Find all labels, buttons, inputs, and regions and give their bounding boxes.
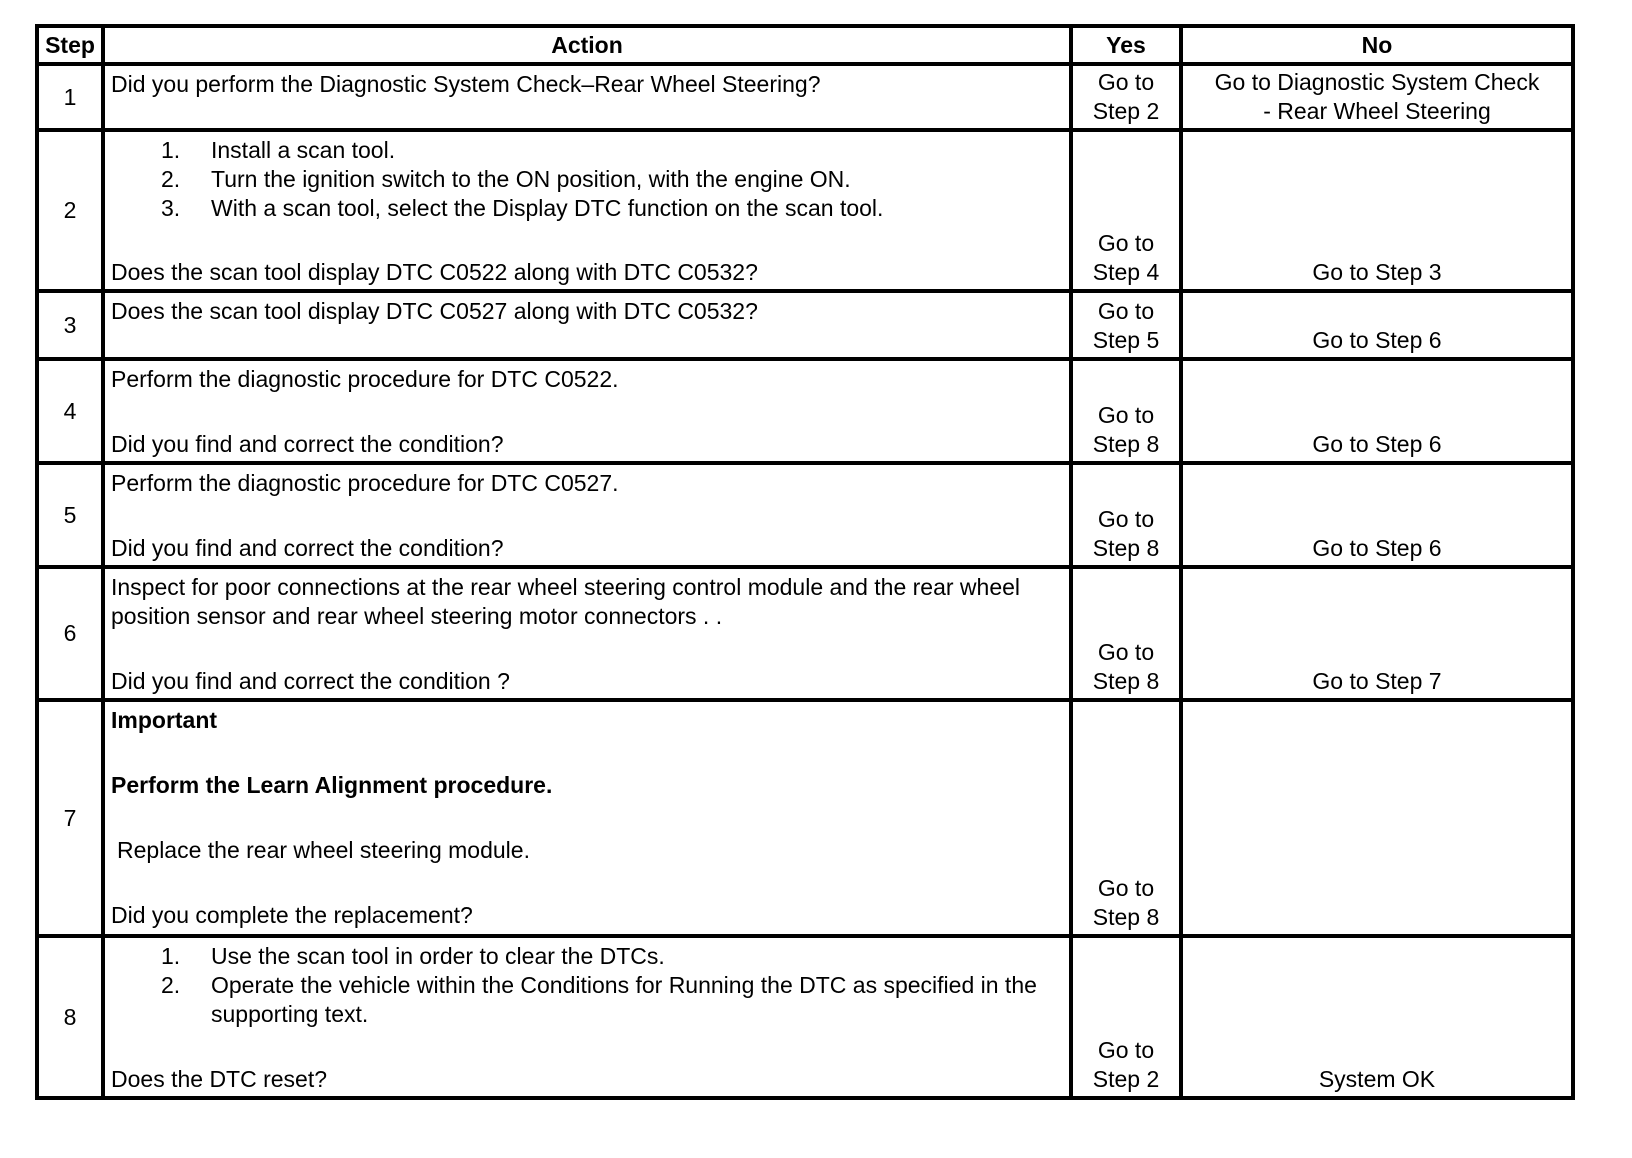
action-cell bbox=[103, 130, 1071, 291]
yes-line: Go to bbox=[1097, 639, 1155, 665]
yes-cell bbox=[1071, 567, 1181, 700]
important-text: Perform the Learn Alignment procedure. bbox=[111, 772, 553, 798]
yes-cell bbox=[1071, 936, 1181, 1098]
yes-line: Go to bbox=[1097, 230, 1155, 256]
substep-number: 1. bbox=[161, 943, 181, 969]
step-number: 8 bbox=[37, 936, 103, 1098]
step-number: 7 bbox=[37, 700, 103, 936]
important-label: Important bbox=[111, 707, 218, 733]
action-instruction: Inspect for poor connections at the rear wheel steering control module and the rear wheel position sensor and rear wheel steering motor connectors . . bbox=[111, 574, 1021, 629]
action-question: Does the scan tool display DTC C0522 along with DTC C0532? bbox=[111, 259, 758, 285]
action-question: Did you find and correct the condition ? bbox=[111, 668, 510, 694]
step-number: 1 bbox=[37, 64, 103, 130]
no-cell bbox=[1181, 463, 1573, 567]
substep-list bbox=[111, 136, 1063, 223]
yes-line: Step 8 bbox=[1092, 535, 1160, 561]
diagnostic-table bbox=[35, 24, 1575, 1100]
yes-line: Go to bbox=[1097, 875, 1155, 901]
yes-cell bbox=[1071, 291, 1181, 359]
no-cell bbox=[1181, 700, 1573, 936]
substep-text: Operate the vehicle within the Conditions for Running the DTC as specified in the supporting text. bbox=[211, 972, 1037, 1027]
action-cell bbox=[103, 463, 1071, 567]
list-item bbox=[161, 942, 1063, 971]
substep-number: 3. bbox=[161, 195, 181, 221]
yes-line: Step 5 bbox=[1092, 327, 1160, 353]
header-no: No bbox=[1181, 26, 1573, 64]
no-cell bbox=[1181, 567, 1573, 700]
step-number: 5 bbox=[37, 463, 103, 567]
yes-line: Go to bbox=[1097, 298, 1155, 324]
yes-line: Step 8 bbox=[1092, 431, 1160, 457]
table-row bbox=[37, 567, 1573, 700]
list-item bbox=[161, 194, 1063, 223]
yes-line: Go to bbox=[1097, 1037, 1155, 1063]
yes-line: Go to bbox=[1097, 402, 1155, 428]
header-step: Step bbox=[37, 26, 103, 64]
action-instruction: Replace the rear wheel steering module. bbox=[117, 837, 530, 863]
table-row bbox=[37, 359, 1573, 463]
substep-text: With a scan tool, select the Display DTC function on the scan tool. bbox=[211, 195, 884, 221]
action-instruction: Perform the diagnostic procedure for DTC C0527. bbox=[111, 470, 619, 496]
no-line: Go to Step 6 bbox=[1312, 535, 1442, 561]
table-row bbox=[37, 936, 1573, 1098]
yes-cell bbox=[1071, 359, 1181, 463]
yes-cell bbox=[1071, 64, 1181, 130]
action-cell bbox=[103, 700, 1071, 936]
action-question: Did you find and correct the condition? bbox=[111, 535, 504, 561]
no-line: Go to Step 7 bbox=[1312, 668, 1442, 694]
action-cell bbox=[103, 567, 1071, 700]
table-row bbox=[37, 700, 1573, 936]
table-row bbox=[37, 291, 1573, 359]
yes-line: Go to bbox=[1097, 506, 1155, 532]
action-question: Did you perform the Diagnostic System Check–Rear Wheel Steering? bbox=[111, 71, 821, 97]
yes-cell bbox=[1071, 700, 1181, 936]
action-instruction: Perform the diagnostic procedure for DTC C0522. bbox=[111, 366, 619, 392]
table-row bbox=[37, 463, 1573, 567]
no-line: Go to Step 3 bbox=[1312, 259, 1442, 285]
header-row bbox=[37, 26, 1573, 64]
header-action: Action bbox=[103, 26, 1071, 64]
action-question: Did you find and correct the condition? bbox=[111, 431, 504, 457]
yes-line: Step 2 bbox=[1092, 1066, 1160, 1092]
table-row bbox=[37, 64, 1573, 130]
yes-line: Go to bbox=[1097, 69, 1155, 95]
no-line: System OK bbox=[1318, 1066, 1436, 1092]
no-cell bbox=[1181, 291, 1573, 359]
yes-cell bbox=[1071, 463, 1181, 567]
yes-line: Step 8 bbox=[1092, 904, 1160, 930]
substep-number: 2. bbox=[161, 972, 181, 998]
step-number: 3 bbox=[37, 291, 103, 359]
action-question: Does the scan tool display DTC C0527 along with DTC C0532? bbox=[111, 298, 758, 324]
substep-number: 2. bbox=[161, 166, 181, 192]
substep-number: 1. bbox=[161, 137, 181, 163]
substep-text: Install a scan tool. bbox=[211, 137, 396, 163]
action-cell bbox=[103, 936, 1071, 1098]
yes-line: Step 2 bbox=[1092, 98, 1160, 124]
no-line: - Rear Wheel Steering bbox=[1263, 98, 1491, 124]
no-line: Go to Diagnostic System Check bbox=[1214, 69, 1540, 95]
list-item bbox=[161, 136, 1063, 165]
action-cell bbox=[103, 64, 1071, 130]
substep-text: Use the scan tool in order to clear the DTCs. bbox=[211, 943, 665, 969]
step-number: 6 bbox=[37, 567, 103, 700]
table-row bbox=[37, 130, 1573, 291]
no-cell bbox=[1181, 359, 1573, 463]
list-item bbox=[161, 165, 1063, 194]
no-line: Go to Step 6 bbox=[1312, 431, 1442, 457]
action-question: Does the DTC reset? bbox=[111, 1066, 328, 1092]
yes-line: Step 8 bbox=[1092, 668, 1160, 694]
no-cell bbox=[1181, 64, 1573, 130]
step-number: 4 bbox=[37, 359, 103, 463]
action-cell bbox=[103, 291, 1071, 359]
list-item bbox=[161, 971, 1063, 1029]
substep-list bbox=[111, 942, 1063, 1029]
no-cell bbox=[1181, 130, 1573, 291]
substep-text: Turn the ignition switch to the ON position, with the engine ON. bbox=[211, 166, 851, 192]
step-number: 2 bbox=[37, 130, 103, 291]
no-line: Go to Step 6 bbox=[1312, 327, 1442, 353]
no-cell bbox=[1181, 936, 1573, 1098]
yes-line: Step 4 bbox=[1092, 259, 1160, 285]
yes-cell bbox=[1071, 130, 1181, 291]
header-yes: Yes bbox=[1071, 26, 1181, 64]
action-question: Did you complete the replacement? bbox=[111, 902, 473, 928]
action-cell bbox=[103, 359, 1071, 463]
